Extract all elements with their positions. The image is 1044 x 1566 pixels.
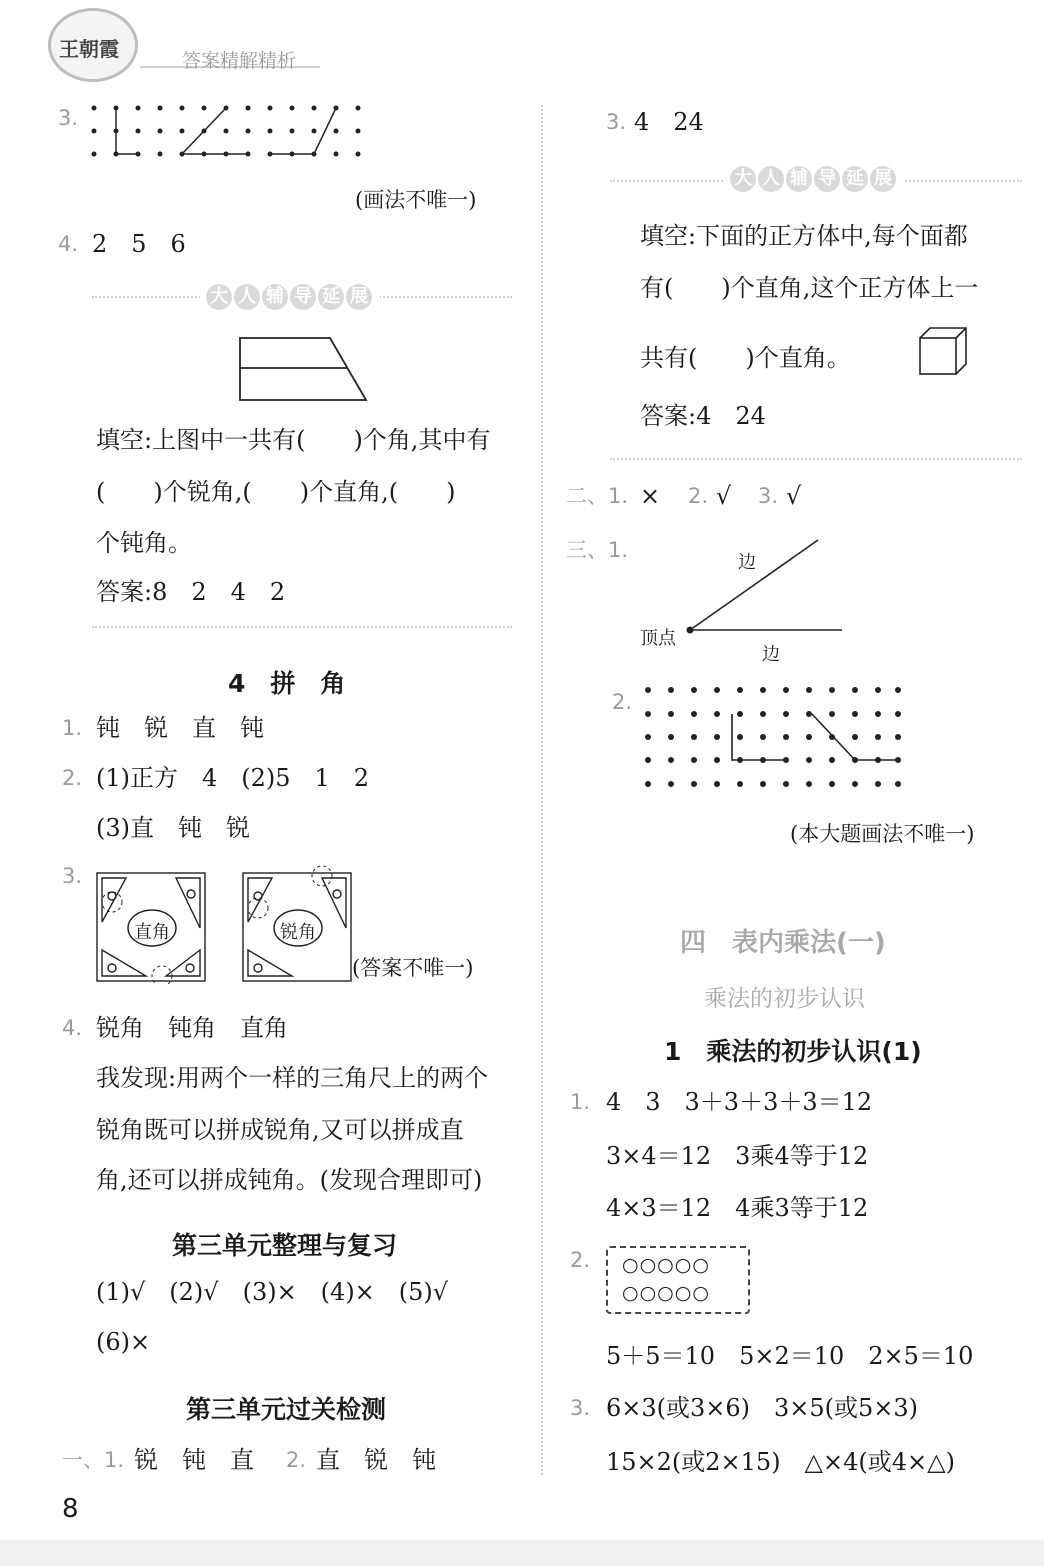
ext1-line1: 填空:上图中一共有( )个角,其中有: [96, 426, 491, 454]
extension-banner-1: [200, 282, 380, 312]
header-title: 答案精解精析: [182, 50, 297, 72]
part3-prefix: 三、1.: [566, 538, 629, 562]
lesson-q3-line2: 15×2(或2×15) △×4(或4×△): [606, 1448, 955, 1476]
s4-q2-number: 2.: [62, 766, 83, 790]
ext1-answer: 答案:8 2 4 2: [96, 578, 286, 606]
banner-char: 人: [758, 166, 784, 192]
banner-char: 大: [730, 166, 756, 192]
lesson-q1-line1: 4 3 3＋3＋3＋3＝12: [606, 1088, 873, 1116]
banner-char: 大: [206, 284, 232, 310]
q3-number: 3.: [58, 106, 79, 130]
s4-q1-answer: 钝 锐 直 钝: [96, 714, 264, 742]
lesson-q2-number: 2.: [570, 1248, 591, 1272]
test-prefix: 一、1.: [62, 1448, 125, 1472]
banner-char: 导: [814, 166, 840, 192]
part3-q2-number: 2.: [612, 690, 633, 714]
test-q2-number: 2.: [286, 1448, 307, 1472]
page-number: 8: [62, 1494, 79, 1524]
s4-q3-note: (答案不唯一): [352, 956, 474, 980]
part2-b: √: [716, 482, 732, 510]
banner-char: 辅: [786, 166, 812, 192]
part2-a: ×: [640, 482, 661, 510]
s4-q2-line2: (3)直 钝 锐: [96, 814, 250, 842]
s4-q4-number: 4.: [62, 1016, 83, 1040]
test-title: 第三单元过关检测: [186, 1395, 387, 1424]
part2-n2: 2.: [688, 484, 709, 508]
banner-char: 展: [870, 166, 896, 192]
review-line1: (1)√ (2)√ (3)× (4)× (5)√: [96, 1278, 449, 1306]
part2-c: √: [786, 482, 802, 510]
lesson-q1-line3: 4×3＝12 4乘3等于12: [606, 1194, 869, 1222]
extension-divider-1b: [92, 626, 512, 628]
ext2-line2: 有( )个直角,这个正方体上一: [640, 274, 979, 302]
s4-q4-line1: 锐角 钝角 直角: [96, 1014, 288, 1042]
banner-char: 延: [318, 284, 344, 310]
s4-q3-number: 3.: [62, 864, 83, 888]
ext1-line2: ( )个锐角,( )个直角,( ): [96, 478, 456, 506]
lesson-q1-number: 1.: [570, 1090, 591, 1114]
part2-n3: 3.: [758, 484, 779, 508]
review-title: 第三单元整理与复习: [172, 1231, 398, 1260]
logo-badge: [48, 8, 138, 82]
s4-q1-number: 1.: [62, 716, 83, 740]
extension-banner-2: [724, 164, 904, 194]
q4-answer: 2 5 6: [92, 230, 186, 258]
circles-box: [606, 1246, 750, 1314]
review-line2: (6)×: [96, 1328, 151, 1356]
r-q3-number: 3.: [606, 110, 627, 134]
bottom-strip: [0, 1540, 1044, 1566]
cube-figure: [918, 326, 970, 376]
banner-char: 展: [346, 284, 372, 310]
q4-number: 4.: [58, 232, 79, 256]
part3-note: (本大题画法不唯一): [790, 822, 975, 846]
section-title-pinjiao: 4 拼 角: [228, 669, 346, 698]
trapezoid-figure: [236, 334, 370, 404]
lesson-q3-number: 3.: [570, 1396, 591, 1420]
s4-q4-line3: 锐角既可以拼成锐角,又可以拼成直: [96, 1116, 464, 1144]
dot-grid-shapes: [640, 682, 908, 792]
test-line1-b: 直 锐 钝: [316, 1446, 436, 1474]
q3-note: (画法不唯一): [355, 188, 477, 212]
ext2-line3: 共有( )个直角。: [640, 344, 851, 372]
angle-diagram: [686, 536, 846, 636]
banner-char: 辅: [262, 284, 288, 310]
lesson-q3-line1: 6×3(或3×6) 3×5(或5×3): [606, 1394, 919, 1422]
lesson-q1-line2: 3×4＝12 3乘4等于12: [606, 1142, 869, 1170]
dot-grid-parallelograms: [80, 98, 380, 164]
s4-q4-line4: 角,还可以拼成钝角。(发现合理即可): [96, 1166, 483, 1194]
ext2-line1: 填空:下面的正方体中,每个面都: [640, 222, 968, 250]
s4-q2-line1: (1)正方 4 (2)5 1 2: [96, 764, 370, 792]
circles-row-1: ○○○○○: [622, 1254, 710, 1276]
extension-divider-2b: [610, 458, 1022, 460]
lesson-q2-equations: 5＋5＝10 5×2＝10 2×5＝10: [606, 1342, 974, 1370]
part2-prefix: 二、1.: [566, 484, 629, 508]
r-q3-answer: 4 24: [634, 108, 704, 136]
box1-label: 直角: [134, 922, 170, 943]
test-line1-a: 锐 钝 直: [134, 1446, 254, 1474]
chapter-title: 四 表内乘法(一): [680, 928, 886, 958]
label-edge-bottom: 边: [762, 644, 780, 665]
banner-char: 人: [234, 284, 260, 310]
banner-char: 导: [290, 284, 316, 310]
circles-row-2: ○○○○○: [622, 1282, 710, 1304]
box2-label: 锐角: [280, 922, 316, 943]
label-vertex: 顶点: [640, 628, 676, 649]
column-separator: [541, 105, 543, 1475]
ext2-answer: 答案:4 24: [640, 402, 766, 430]
chapter-subtitle: 乘法的初步认识: [704, 986, 865, 1012]
banner-char: 延: [842, 166, 868, 192]
label-edge-top: 边: [738, 552, 756, 573]
ext1-line3: 个钝角。: [96, 529, 192, 557]
lesson-title: 1 乘法的初步认识(1): [664, 1037, 922, 1066]
s4-q4-line2: 我发现:用两个一样的三角尺上的两个: [96, 1064, 489, 1092]
logo-text: 王朝霞: [59, 37, 119, 61]
